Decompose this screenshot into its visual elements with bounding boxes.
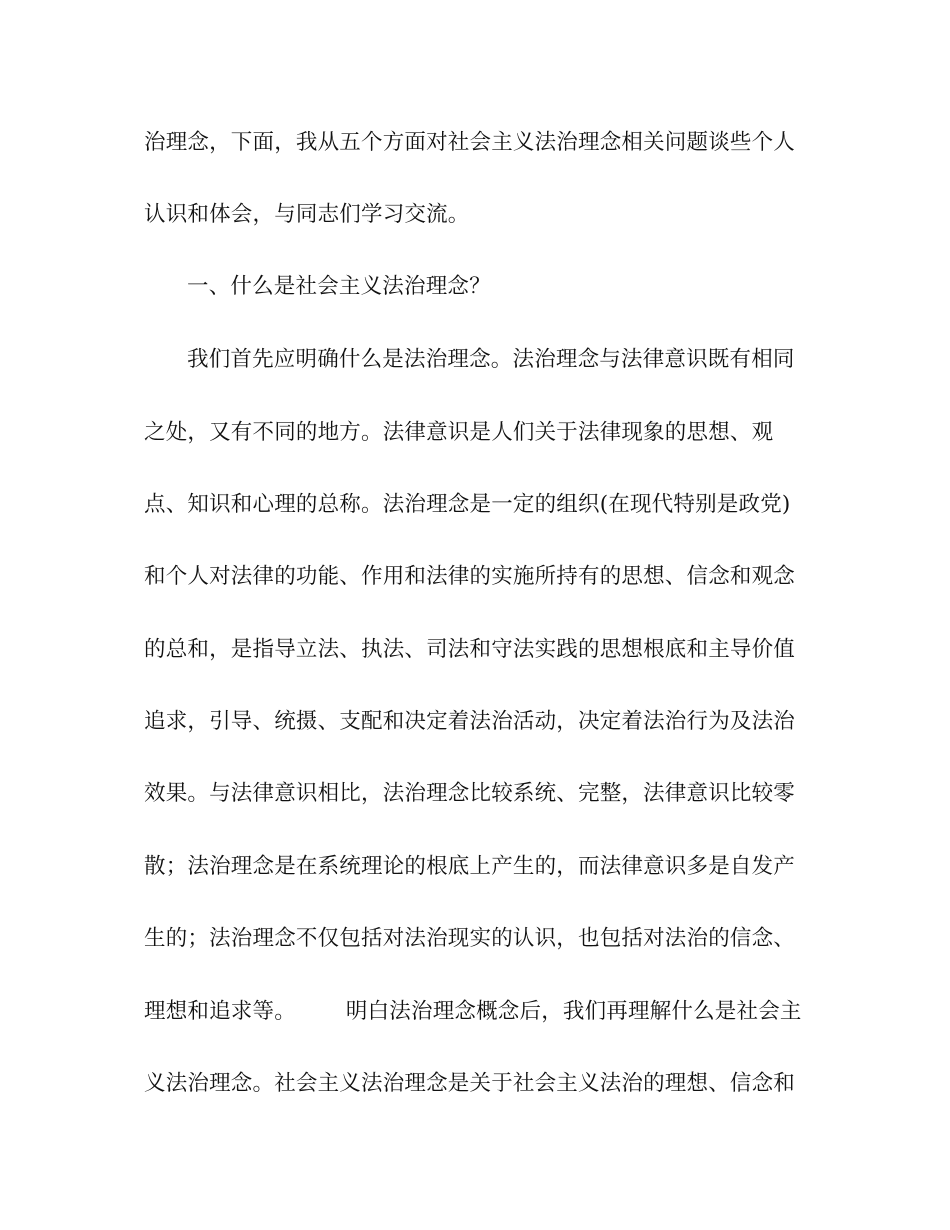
- section-heading: 一、什么是社会主义法治理念？: [187, 274, 491, 299]
- text-line-6: 点、知识和心理的总称。法治理念是一定的组织(在现代特别是政党): [144, 492, 791, 517]
- text-line-12: 生的；法治理念不仅包括对法治现实的认识，也包括对法治的信念、: [144, 926, 796, 951]
- text-line-13-part-1: 理想和追求等。: [144, 999, 296, 1024]
- text-line-4: 我们首先应明确什么是法治理念。法治理念与法律意识既有相同: [187, 347, 795, 372]
- text-line-2: 认识和体会，与同志们学习交流。: [144, 202, 470, 227]
- text-line-14: 义法治理念。社会主义法治理念是关于社会主义法治的理想、信念和: [144, 1071, 796, 1096]
- text-line-1: 治理念，下面，我从五个方面对社会主义法治理念相关问题谈些个人: [144, 130, 796, 155]
- text-line-8: 的总和，是指导立法、执法、司法和守法实践的思想根底和主导价值: [144, 637, 796, 662]
- text-line-13-part-2: 明白法治理念概念后，我们再理解什么是社会主: [345, 999, 802, 1024]
- text-line-9: 追求，引导、统摄、支配和决定着法治活动，决定着法治行为及法治: [144, 709, 796, 734]
- text-line-13: [144, 992, 806, 1032]
- text-line-5: 之处，又有不同的地方。法律意识是人们关于法律现象的思想、观: [144, 420, 774, 445]
- text-line-7: 和个人对法律的功能、作用和法律的实施所持有的思想、信念和观念: [144, 564, 796, 589]
- text-line-11: 散；法治理念是在系统理论的根底上产生的，而法律意识多是自发产: [144, 854, 796, 879]
- text-line-10: 效果。与法律意识相比，法治理念比较系统、完整，法律意识比较零: [144, 781, 796, 806]
